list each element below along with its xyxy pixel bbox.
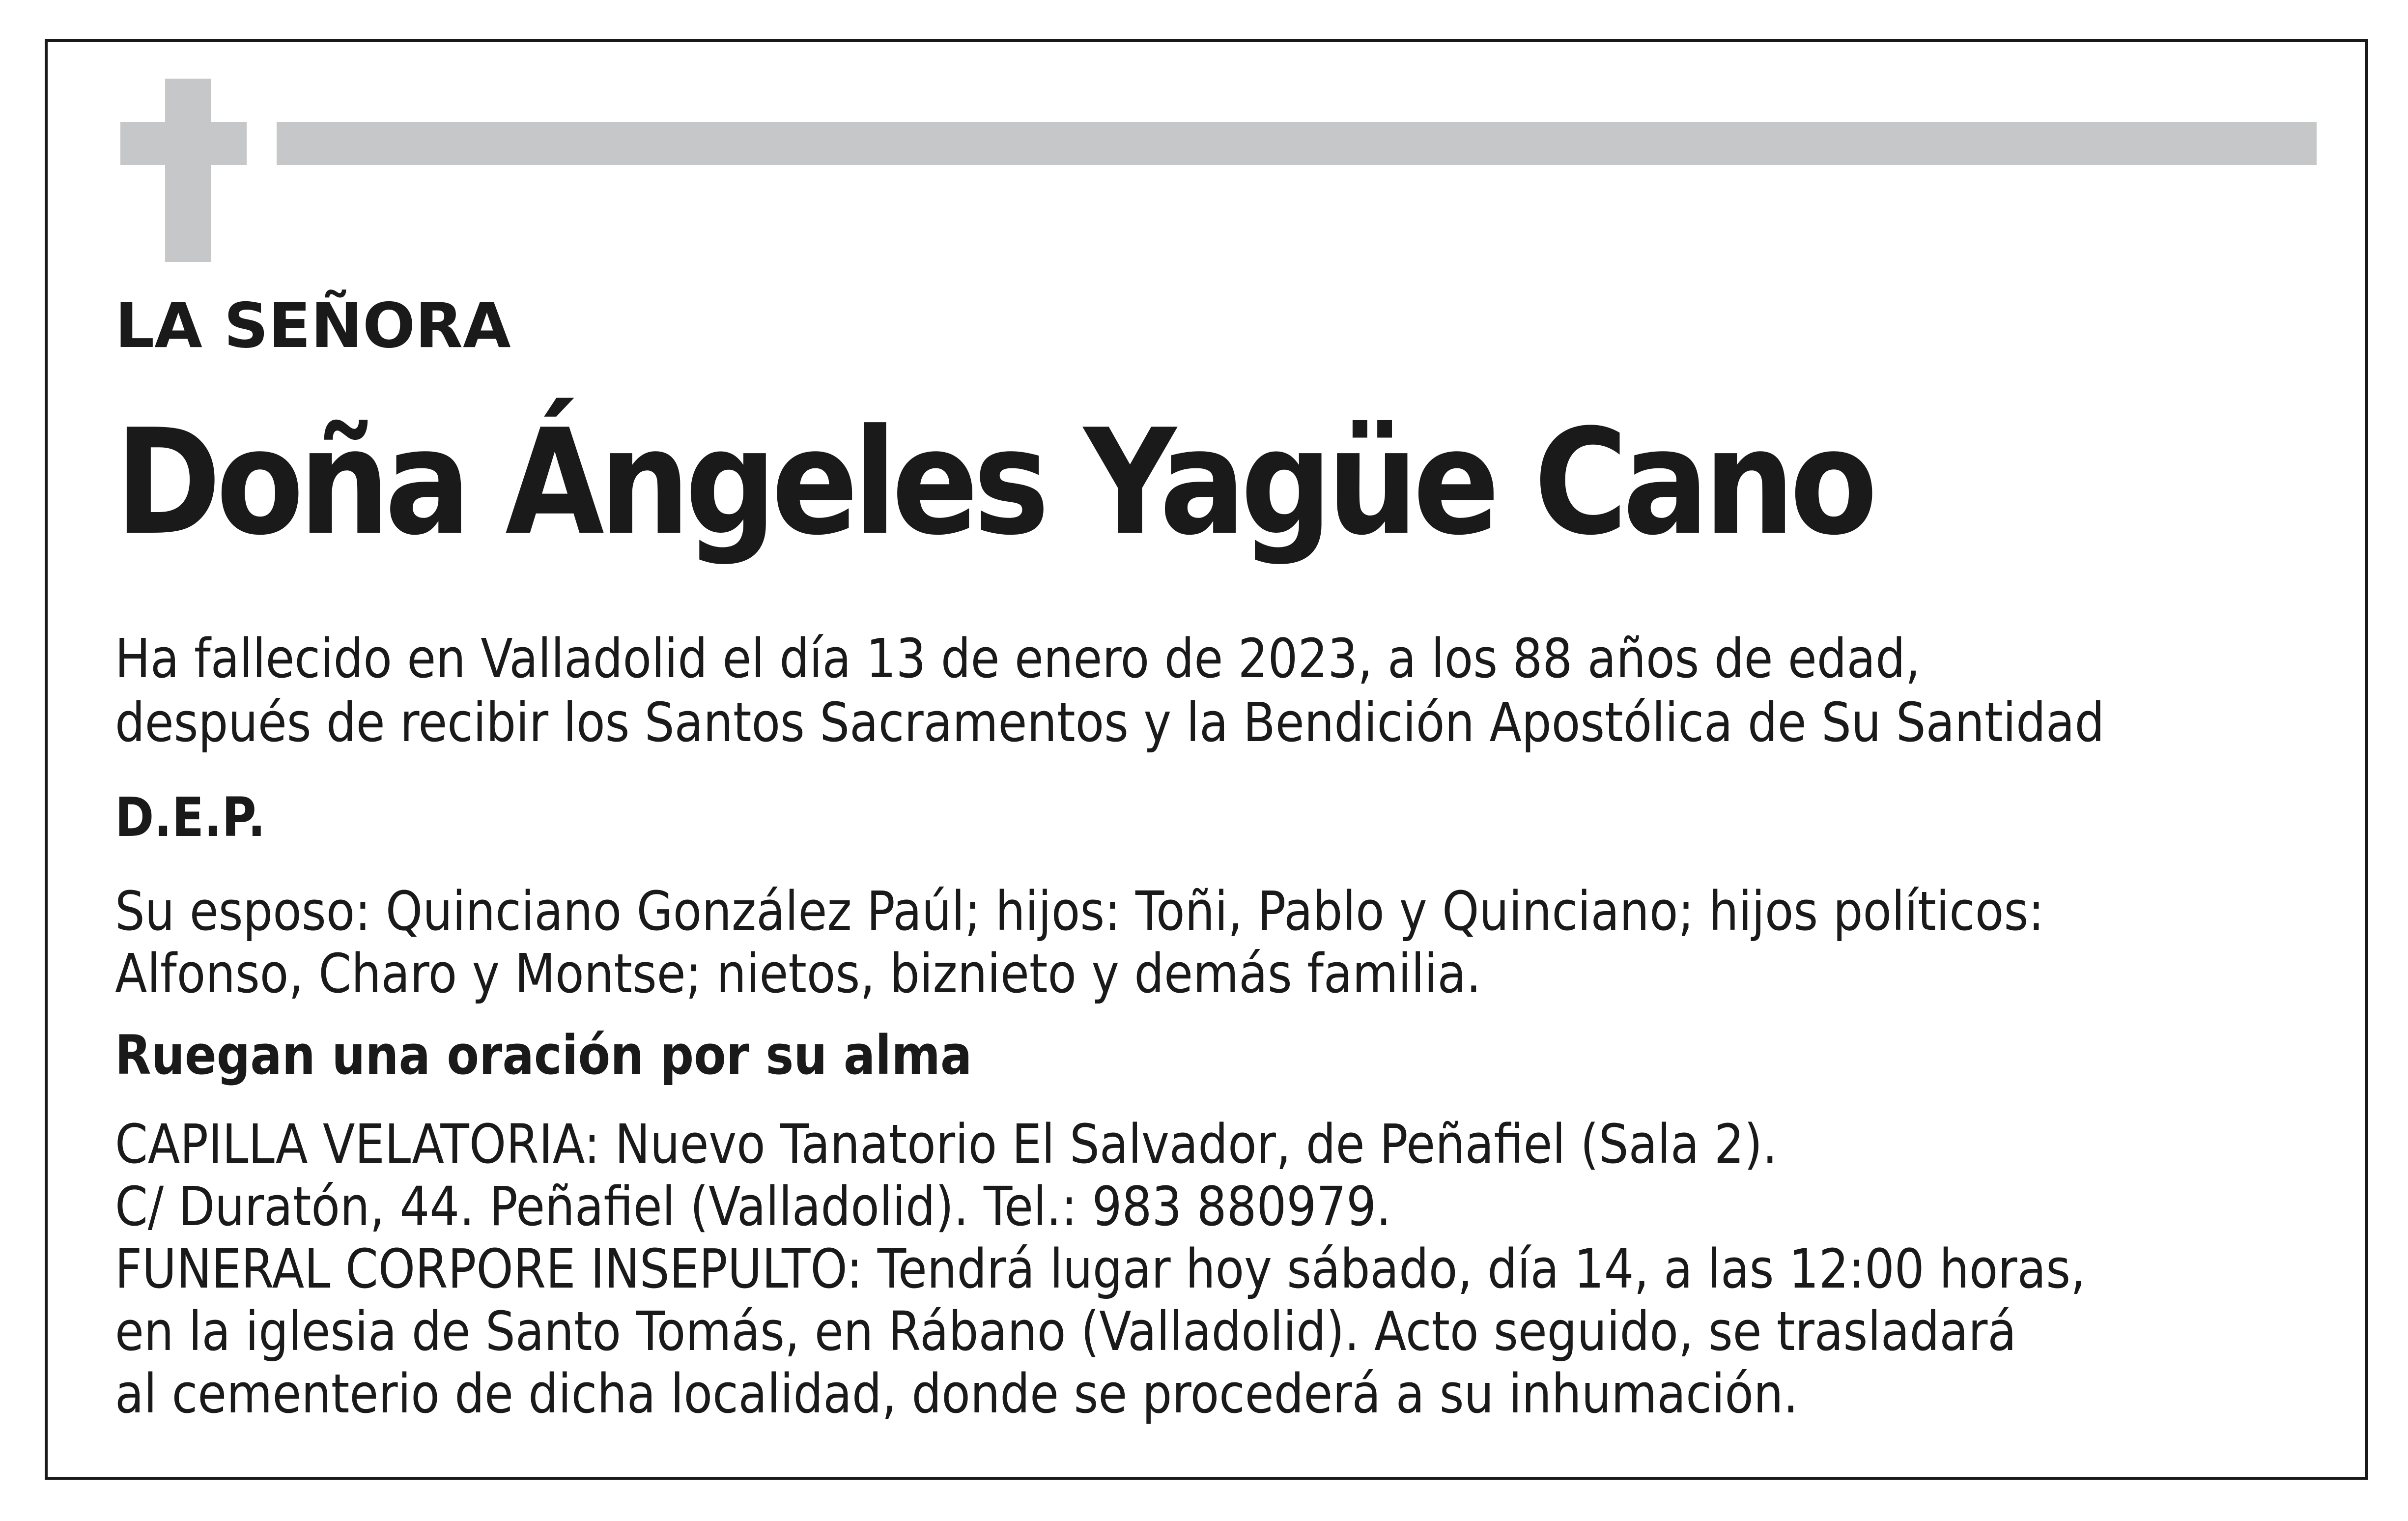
ceremony-line: en la iglesia de Santo Tomás, en Rábano (Valladolid). Acto seguido, se trasladará <box>115 1300 2016 1363</box>
death-announcement-line: después de recibir los Santos Sacramentos y la Bendición Apostólica de Su Santidad <box>115 691 2105 754</box>
deceased-name: Doña Ángeles Yagüe Cano <box>115 398 1873 567</box>
cross-horizontal-bar <box>120 122 247 165</box>
ceremony-line: C/ Duratón, 44. Peñafiel (Valladolid). Tel.: 983 880979. <box>115 1175 1391 1238</box>
cross-vertical-bar <box>165 79 211 262</box>
rip-abbreviation: D.E.P. <box>115 786 266 849</box>
family-line: Su esposo: Quinciano González Paúl; hijos: Toñi, Pablo y Quinciano; hijos políticos: <box>115 880 2044 943</box>
death-announcement-line: Ha fallecido en Valladolid el día 13 de enero de 2023, a los 88 años de edad, <box>115 627 1921 690</box>
ceremony-line: FUNERAL CORPORE INSEPULTO: Tendrá lugar hoy sábado, día 14, a las 12:00 horas, <box>115 1237 2086 1300</box>
header-rule <box>277 122 2317 165</box>
family-line: Alfonso, Charo y Montse; nietos, biznieto y demás familia. <box>115 942 1481 1005</box>
ceremony-line: al cementerio de dicha localidad, donde se procederá a su inhumación. <box>115 1362 1798 1425</box>
ceremony-line: CAPILLA VELATORIA: Nuevo Tanatorio El Salvador, de Peñafiel (Sala 2). <box>115 1113 1778 1176</box>
prayer-request: Ruegan una oración por su alma <box>115 1024 972 1087</box>
honorific-label: LA SEÑORA <box>115 289 511 362</box>
